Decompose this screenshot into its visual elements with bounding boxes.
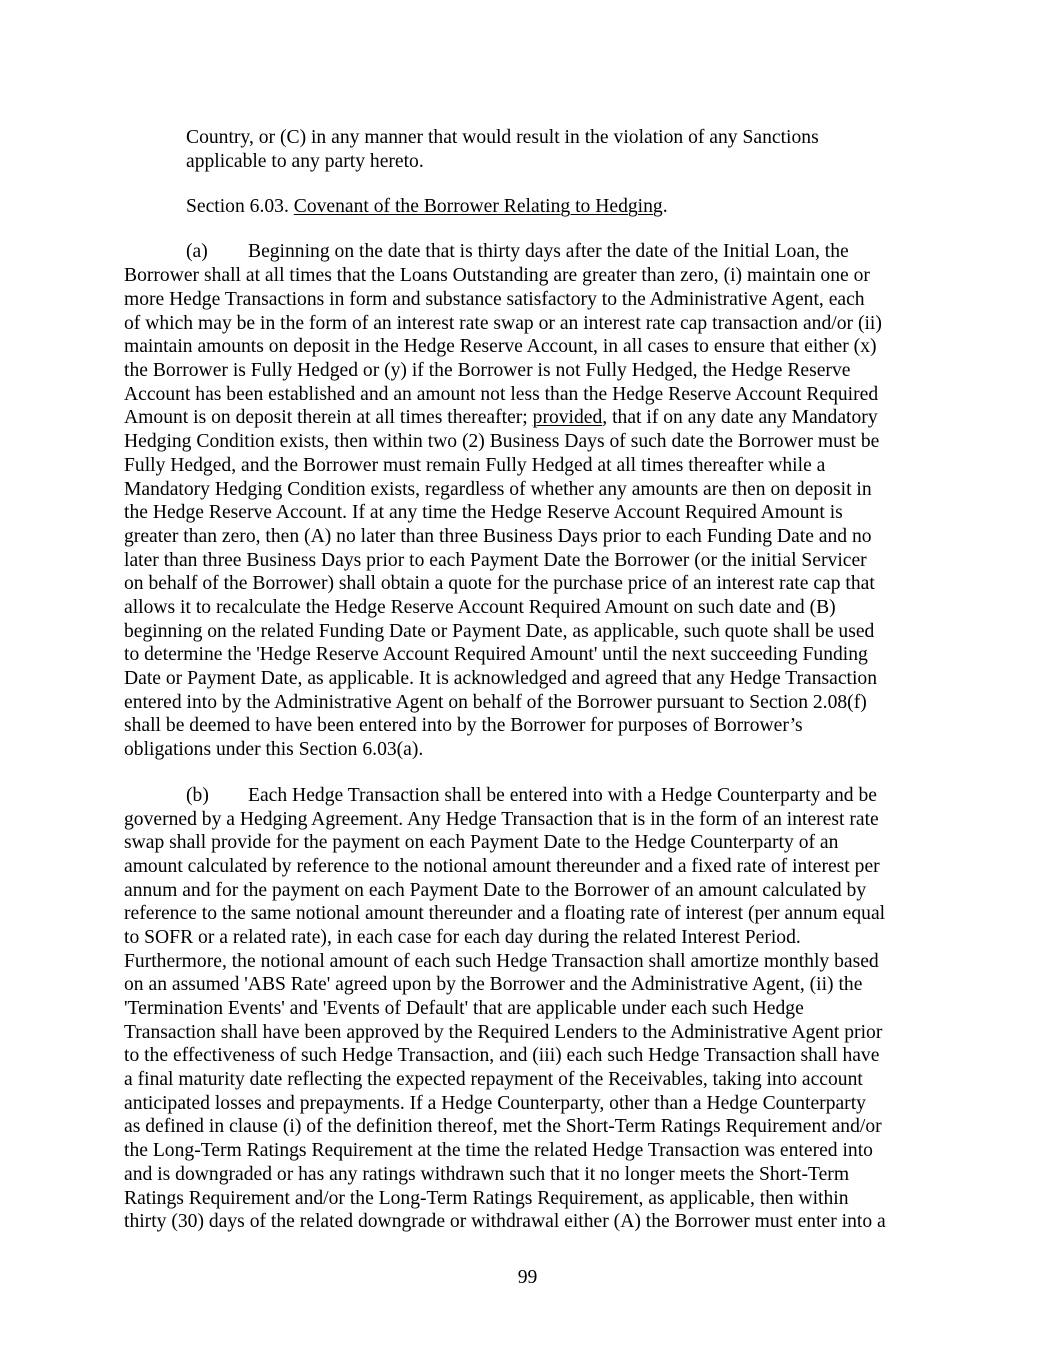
section-title: Covenant of the Borrower Relating to Hedging xyxy=(293,196,663,217)
para-a-label: (a) xyxy=(186,241,208,262)
page-number: 99 xyxy=(517,1267,538,1288)
para-a-line: Account has been established and an amount not less than the Hedge Reserve Account Required xyxy=(124,384,879,405)
text-run: Amount is on deposit therein at all times thereafter; xyxy=(124,407,533,428)
para-b-line: Transaction shall have been approved by the Required Lenders to the Administrative Agent prior xyxy=(124,1022,883,1043)
para-b-line: a final maturity date reflecting the expected repayment of the Receivables, taking into account xyxy=(124,1069,863,1090)
para-b-line: as defined in clause (i) of the definition thereof, met the Short-Term Ratings Requirement and/or xyxy=(124,1116,882,1137)
para-b-line: to the effectiveness of such Hedge Transaction, and (iii) each such Hedge Transaction shall have xyxy=(124,1045,880,1066)
para-b-line: to SOFR or a related rate), in each case for each day during the related Interest Period. xyxy=(124,927,801,948)
para-b-line: the Long-Term Ratings Requirement at the time the related Hedge Transaction was entered into xyxy=(124,1140,873,1161)
para-b-line: on an assumed 'ABS Rate' agreed upon by the Borrower and the Administrative Agent, (ii) the xyxy=(124,974,863,995)
para-a-line: to determine the 'Hedge Reserve Account Required Amount' until the next succeeding Funding xyxy=(124,644,868,665)
para-a-line: the Borrower is Fully Hedged or (y) if the Borrower is not Fully Hedged, the Hedge Reserve xyxy=(124,360,851,381)
para-a-line: Mandatory Hedging Condition exists, regardless of whether any amounts are then on deposit in xyxy=(124,479,872,500)
para-b-line: amount calculated by reference to the notional amount thereunder and a fixed rate of interest per xyxy=(124,856,880,877)
para-b-line: Ratings Requirement and/or the Long-Term Ratings Requirement, as applicable, then within xyxy=(124,1188,849,1209)
section-title-period: . xyxy=(662,196,668,217)
para-b-line: governed by a Hedging Agreement. Any Hedge Transaction that is in the form of an interest rate xyxy=(124,809,879,830)
para-b-line: thirty (30) days of the related downgrade or withdrawal either (A) the Borrower must enter into a xyxy=(124,1211,886,1232)
para-b-line: anticipated losses and prepayments. If a Hedge Counterparty, other than a Hedge Counterparty xyxy=(124,1093,866,1114)
para-a-provided-line xyxy=(124,406,878,430)
para-a-line: more Hedge Transactions in form and substance satisfactory to the Administrative Agent, each xyxy=(124,289,865,310)
section-heading xyxy=(186,195,668,219)
section-number: Section 6.03. xyxy=(186,196,289,217)
para-a-line: shall be deemed to have been entered into by the Borrower for purposes of Borrower’s xyxy=(124,715,803,736)
para-a-line: beginning on the related Funding Date or Payment Date, as applicable, such quote shall be used xyxy=(124,621,875,642)
intro-line: Country, or (C) in any manner that would result in the violation of any Sanctions xyxy=(186,127,819,148)
para-a-line: maintain amounts on deposit in the Hedge Reserve Account, in all cases to ensure that either (x) xyxy=(124,336,877,357)
para-a-line: allows it to recalculate the Hedge Reserve Account Required Amount on such date and (B) xyxy=(124,597,836,618)
para-b-line: Furthermore, the notional amount of each such Hedge Transaction shall amortize monthly based xyxy=(124,951,879,972)
para-a-line: greater than zero, then (A) no later than three Business Days prior to each Funding Date and no xyxy=(124,526,872,547)
para-b-line: and is downgraded or has any ratings withdrawn such that it no longer meets the Short-Term xyxy=(124,1164,850,1185)
para-a-line: Beginning on the date that is thirty days after the date of the Initial Loan, the xyxy=(248,241,849,262)
provided-term: provided xyxy=(532,407,603,428)
para-a-line: entered into by the Administrative Agent on behalf of the Borrower pursuant to Section 2.08(f) xyxy=(124,692,867,713)
para-b-line: 'Termination Events' and 'Events of Default' that are applicable under each such Hedge xyxy=(124,998,804,1019)
para-a-line: Hedging Condition exists, then within two (2) Business Days of such date the Borrower must be xyxy=(124,431,880,452)
para-a-first-line xyxy=(186,240,849,264)
para-a-line: on behalf of the Borrower) shall obtain a quote for the purchase price of an interest rate cap that xyxy=(124,573,875,594)
para-a-line: of which may be in the form of an interest rate swap or an interest rate cap transaction and/or (ii) xyxy=(124,313,882,334)
text-run: , that if on any date any Mandatory xyxy=(602,407,878,428)
para-a-line: Borrower shall at all times that the Loans Outstanding are greater than zero, (i) maintain one or xyxy=(124,265,870,286)
para-b-label: (b) xyxy=(186,785,209,806)
para-b-line: swap shall provide for the payment on each Payment Date to the Hedge Counterparty of an xyxy=(124,832,839,853)
intro-line: applicable to any party hereto. xyxy=(186,151,424,172)
para-a-line: Fully Hedged, and the Borrower must remain Fully Hedged at all times thereafter while a xyxy=(124,455,826,476)
para-a-line: the Hedge Reserve Account. If at any time the Hedge Reserve Account Required Amount is xyxy=(124,502,843,523)
para-b-first-line xyxy=(186,784,877,808)
para-a-line: obligations under this Section 6.03(a). xyxy=(124,739,424,760)
para-b-line: reference to the same notional amount thereunder and a floating rate of interest (per annum equal xyxy=(124,903,886,924)
para-a-line: later than three Business Days prior to each Payment Date the Borrower (or the initial Servicer xyxy=(124,550,867,571)
para-b-line: Each Hedge Transaction shall be entered into with a Hedge Counterparty and be xyxy=(248,785,877,806)
para-b-line: annum and for the payment on each Payment Date to the Borrower of an amount calculated by xyxy=(124,880,867,901)
para-a-line: Date or Payment Date, as applicable. It is acknowledged and agreed that any Hedge Transaction xyxy=(124,668,878,689)
